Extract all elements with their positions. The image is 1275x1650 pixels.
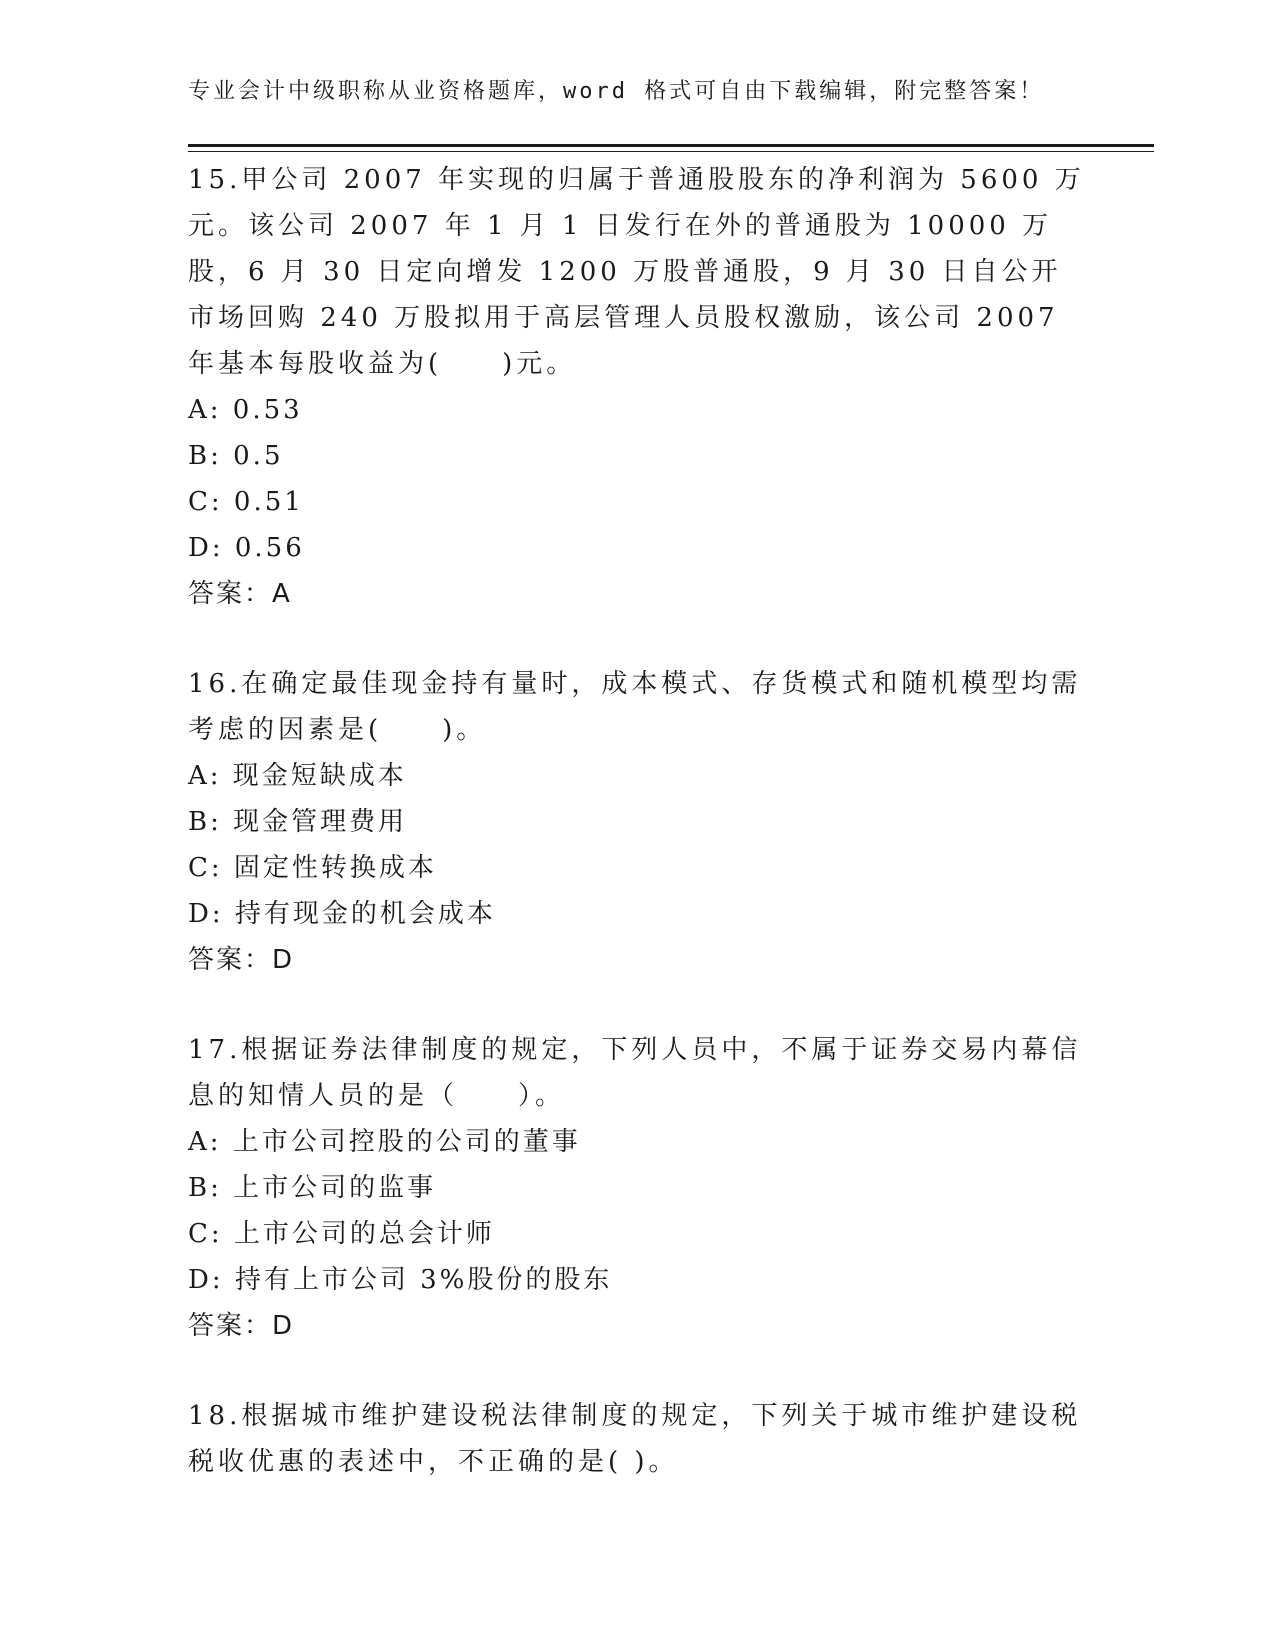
question-text: 15.甲公司 2007 年实现的归属于普通股股东的净利润为 5600 万元。该公司 2007 年 1 月 1 日发行在外的普通股为 10000 万股，6 月 30 日定向增发 1200 万股普通股，9 月 30 日自公开市场回购 240 万股拟用于高层管理人员股权激励，该公司 2007 年基本每股收益为( )元。	[188, 165, 1085, 379]
question-17	[188, 1027, 1088, 1349]
question-text: 16.在确定最佳现金持有量时，成本模式、存货模式和随机模型均需考虑的因素是( )。	[188, 669, 1082, 745]
header-rule-thin	[188, 151, 1154, 152]
question-text: 18.根据城市维护建设税法律制度的规定，下列关于城市维护建设税税收优惠的表述中，不正确的是( )。	[188, 1401, 1082, 1477]
answer: 答案：D	[188, 1311, 295, 1341]
answer: 答案：D	[188, 945, 295, 975]
option-c: C: 0.51	[188, 487, 304, 517]
option-a: A: 0.53	[188, 395, 303, 425]
option-d: D: 0.56	[188, 533, 305, 563]
option-b: B: 上市公司的监事	[188, 1173, 437, 1203]
option-a: A: 现金短缺成本	[188, 761, 407, 791]
option-b: B: 现金管理费用	[188, 807, 408, 837]
option-d: D: 持有上市公司 3%股份的股东	[188, 1265, 613, 1295]
option-d: D: 持有现金的机会成本	[188, 899, 496, 929]
option-b: B: 0.5	[188, 441, 284, 471]
header-rule-thick	[188, 144, 1154, 147]
question-16	[188, 661, 1088, 983]
option-a: A: 上市公司控股的公司的董事	[188, 1127, 581, 1157]
question-list	[188, 157, 1088, 1529]
question-text: 17.根据证券法律制度的规定，下列人员中，不属于证券交易内幕信息的知情人员的是（ ）。	[188, 1035, 1082, 1111]
question-18	[188, 1393, 1088, 1485]
option-c: C: 上市公司的总会计师	[188, 1219, 495, 1249]
question-15	[188, 157, 1088, 617]
page-header: 专业会计中级职称从业资格题库，word 格式可自由下载编辑，附完整答案！	[188, 79, 1045, 104]
option-c: C: 固定性转换成本	[188, 853, 437, 883]
answer: 答案：A	[188, 579, 292, 609]
